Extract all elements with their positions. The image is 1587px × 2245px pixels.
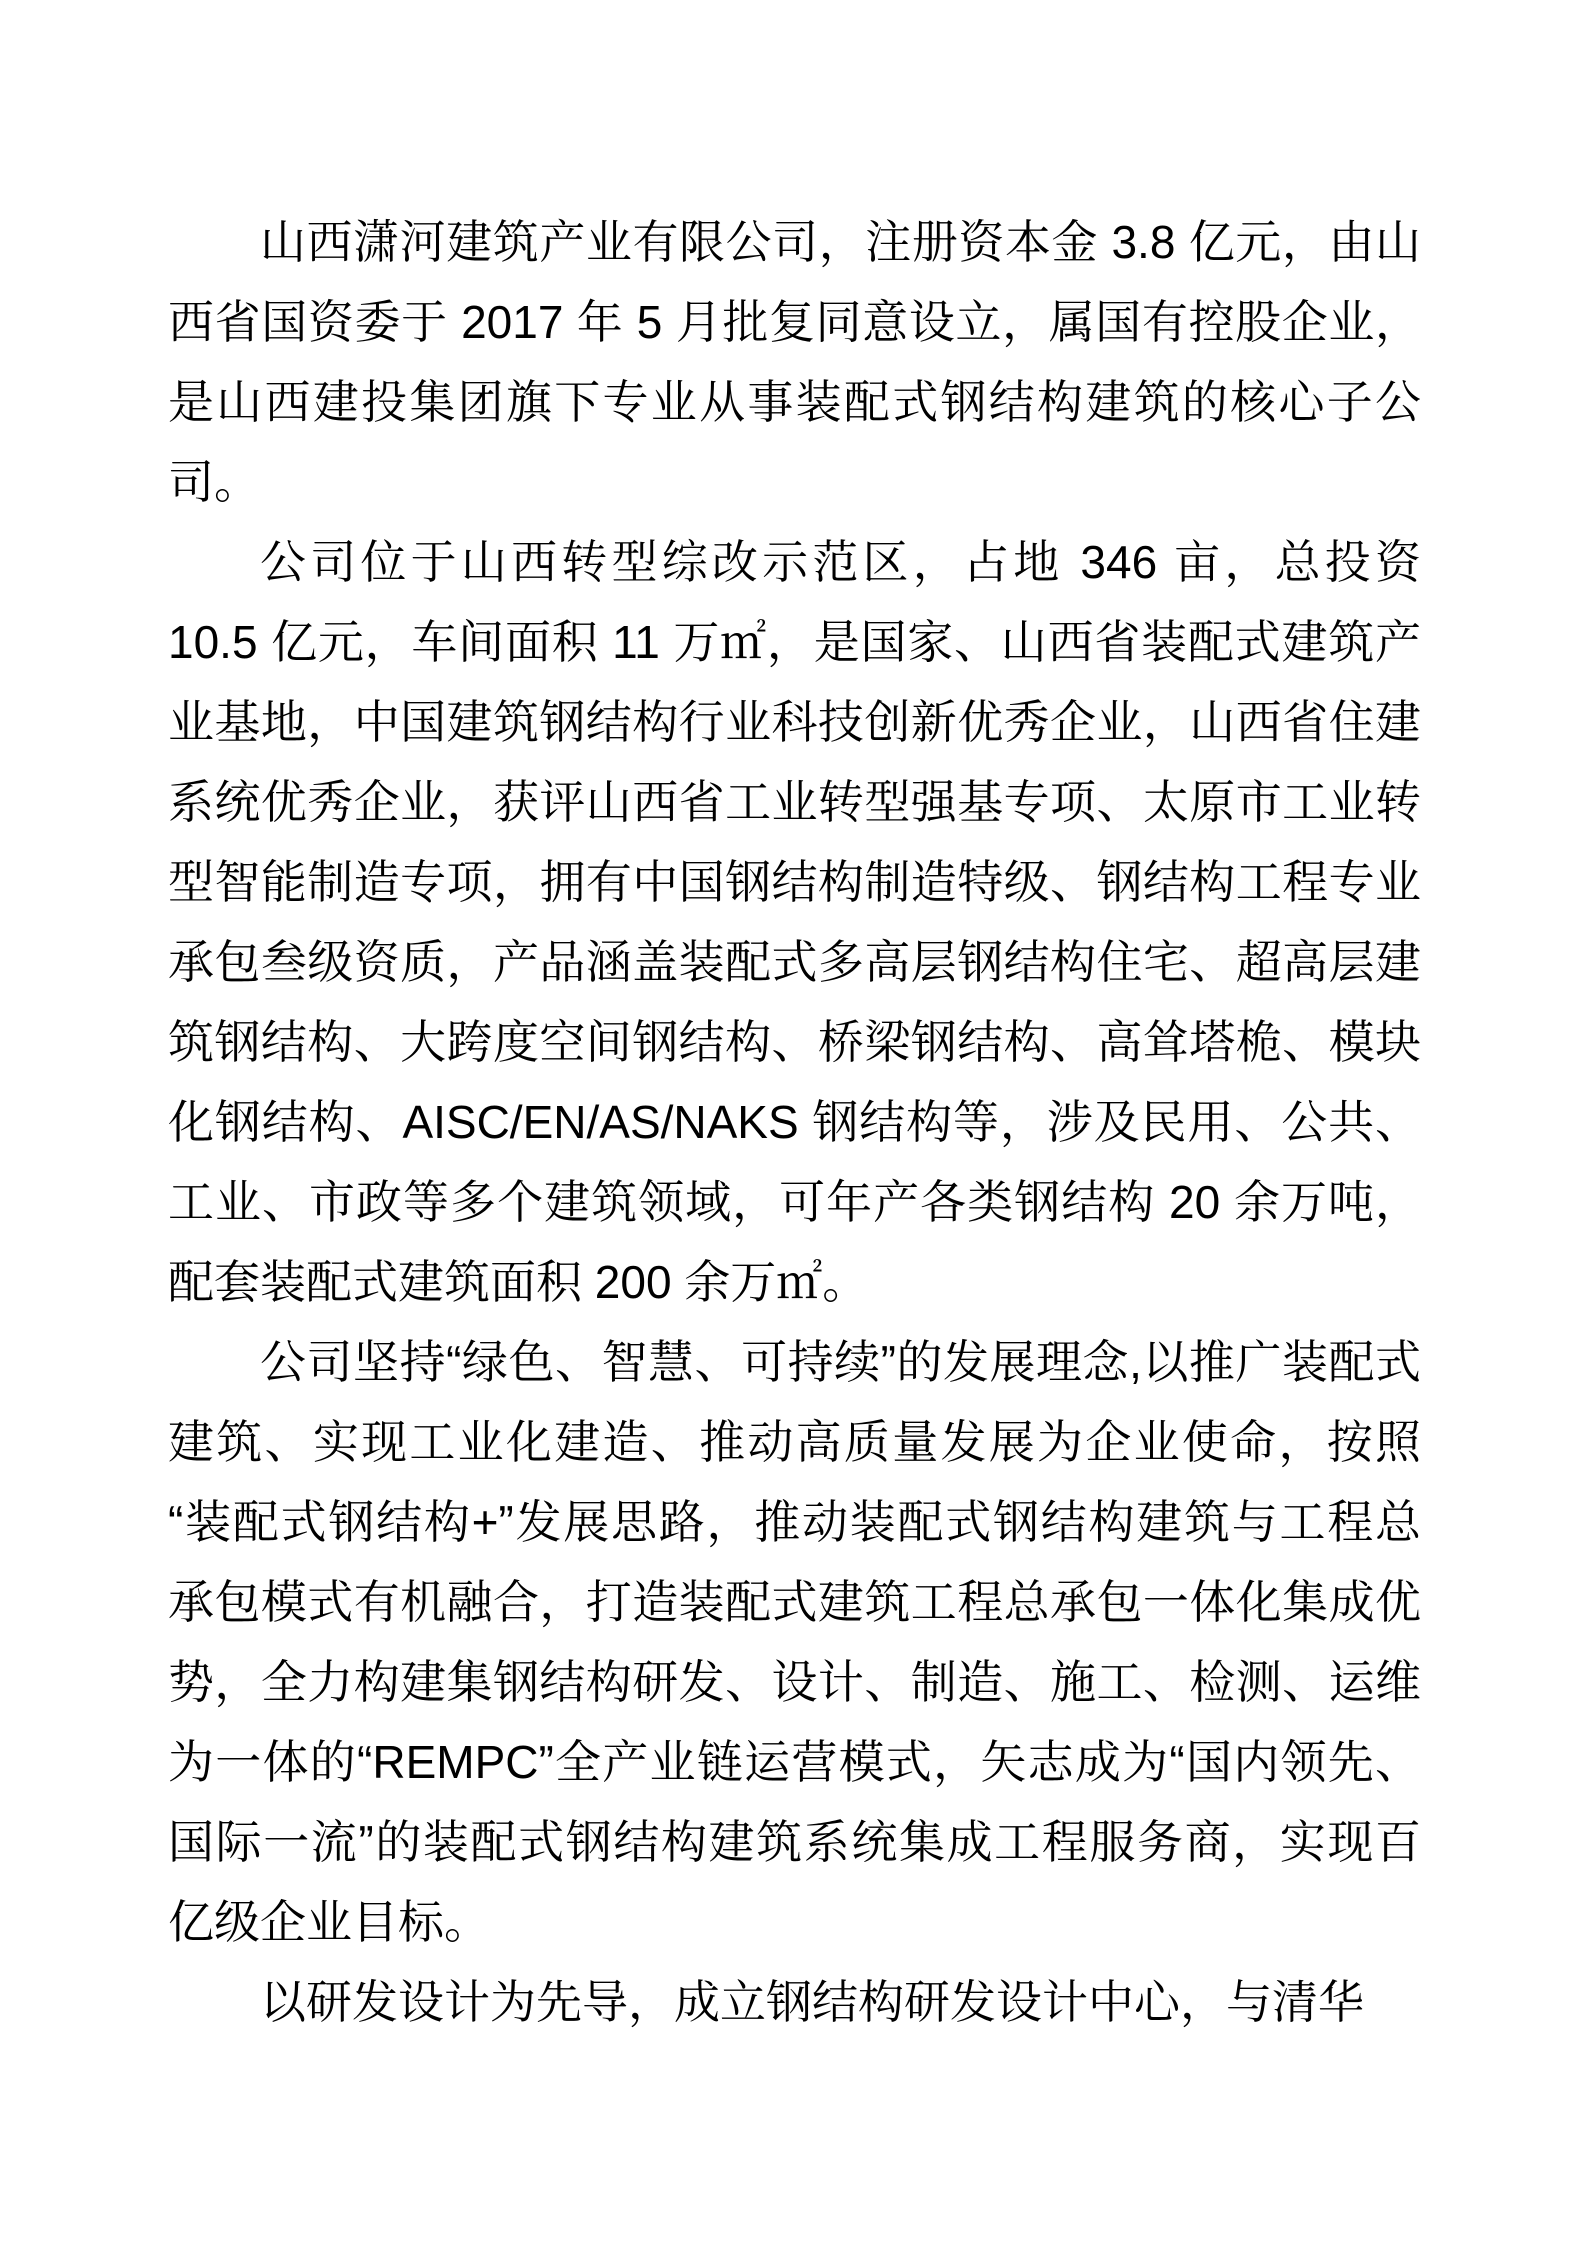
paragraph-rd-design: 以研发设计为先导，成立钢结构研发设计中心，与清华	[260, 1976, 1364, 2028]
document-text-block	[168, 202, 1421, 2042]
paragraph-company-intro: 山西潇河建筑产业有限公司，注册资本金 3.8 亿元，由山西省国资委于 2017 年 5 月批复同意设立，属国有控股企业，是山西建投集团旗下专业从事装配式钢结构建筑的核心子公司。	[168, 216, 1421, 508]
paragraph-development-philosophy: 公司坚持“绿色、智慧、可持续”的发展理念,以推广装配式建筑、实现工业化建造、推动高质量发展为企业使命，按照“装配式钢结构+”发展思路，推动装配式钢结构建筑与工程总承包模式有机融合，打造装配式建筑工程总承包一体化集成优势，全力构建集钢结构研发、设计、制造、施工、检测、运维为一体的“REMPC”全产业链运营模式，矢志成为“国内领先、国际一流”的装配式钢结构建筑系统集成工程服务商，实现百亿级企业目标。	[168, 1336, 1421, 1948]
paragraph-location-capacity: 公司位于山西转型综改示范区，占地 346 亩，总投资 10.5 亿元，车间面积 11 万㎡，是国家、山西省装配式建筑产业基地，中国建筑钢结构行业科技创新优秀企业，山西省住建系统优秀企业，获评山西省工业转型强基专项、太原市工业转型智能制造专项，拥有中国钢结构制造特级、钢结构工程专业承包叁级资质，产品涵盖装配式多高层钢结构住宅、超高层建筑钢结构、大跨度空间钢结构、桥梁钢结构、高耸塔桅、模块化钢结构、AISC/EN/AS/NAKS 钢结构等，涉及民用、公共、工业、市政等多个建筑领域，可年产各类钢结构 20 余万吨，配套装配式建筑面积 200 余万㎡。	[168, 536, 1421, 1308]
